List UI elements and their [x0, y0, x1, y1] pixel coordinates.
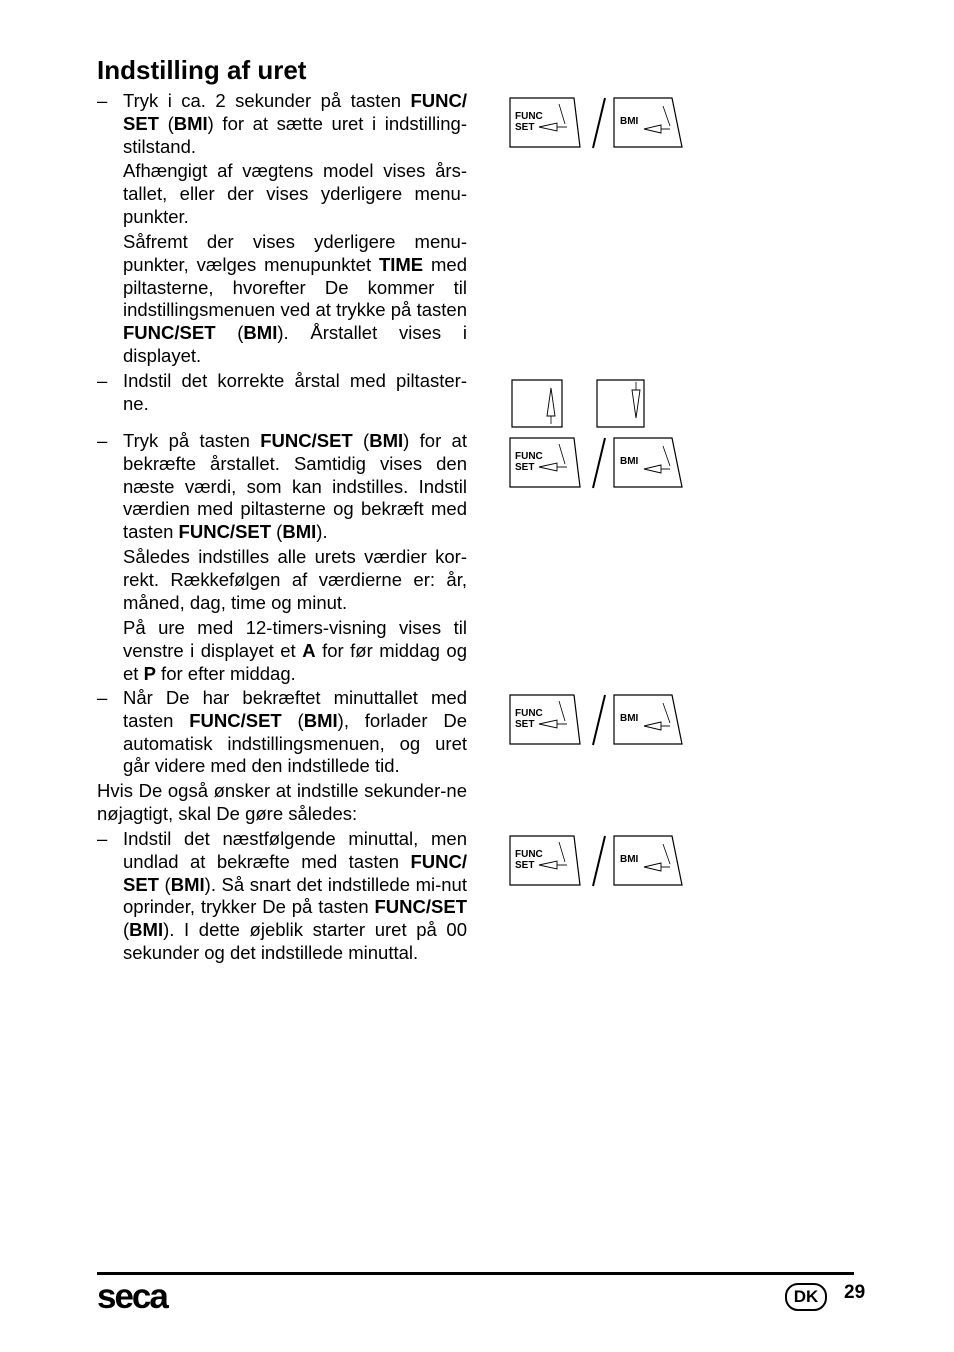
func-set-key-icon: [509, 94, 689, 150]
list-dash: –: [97, 828, 108, 849]
func-set-bmi-keys-1: [509, 94, 689, 150]
country-badge: DK: [785, 1283, 827, 1311]
func-set-key-icon: [509, 691, 689, 747]
page-title: Indstilling af uret: [97, 55, 307, 85]
svg-text:SET: SET: [515, 719, 535, 730]
svg-text:FUNC: FUNC: [515, 708, 543, 719]
footer-rule: [97, 1272, 854, 1275]
svg-text:SET: SET: [515, 860, 535, 871]
seconds-intro-paragraph: Hvis De også ønsker at indstille sekunder-ne nøjagtigt, skal De gøre således:: [97, 780, 467, 824]
instruction-step-5: Indstil det næstfølgende minuttal, men undlad at bekræfte med tasten FUNC/ SET (BMI). Så snart det indstillede mi-nut oprinder, trykker De på tasten FUNC/SET (BMI). I dette øjeblik starter uret på 00 sekunder og det indstillede minuttal.: [123, 828, 467, 963]
svg-text:FUNC: FUNC: [515, 849, 543, 860]
svg-text:BMI: BMI: [620, 456, 639, 467]
svg-text:FUNC: FUNC: [515, 111, 543, 122]
arrow-up-key-icon: [509, 378, 689, 430]
func-set-key-icon: [509, 832, 689, 888]
svg-text:BMI: BMI: [620, 713, 639, 724]
instruction-step-2: Indstil det korrekte årstal med piltaster-ne.: [123, 370, 467, 414]
instruction-step-1-note-b: Såfremt der vises yderligere menu-punkter, vælges menupunktet TIME med piltasterne, hvorefter De kommer til indstillingsmenuen ved at trykke på tasten FUNC/SET (BMI). Årstallet vises i displayet.: [123, 231, 467, 366]
instruction-step-1-note-a: Afhængigt af vægtens model vises års-tallet, eller der vises yderligere menu-punkter.: [123, 160, 467, 227]
list-dash: –: [97, 430, 108, 451]
svg-text:BMI: BMI: [620, 854, 639, 865]
func-set-bmi-keys-3: [509, 691, 689, 747]
svg-text:BMI: BMI: [620, 116, 639, 127]
instruction-step-3-note-a: Således indstilles alle urets værdier kor-rekt. Rækkefølgen af værdierne er: år, måned, dag, time og minut.: [123, 546, 467, 613]
list-dash: –: [97, 90, 108, 111]
func-set-bmi-keys-4: [509, 832, 689, 888]
page-number: 29: [844, 1282, 866, 1303]
instruction-step-3: Tryk på tasten FUNC/SET (BMI) for at bekræfte årstallet. Samtidig vises den næste værdi, som kan indstilles. Indstil værdien med piltasterne og bekræft med tasten FUNC/SET (BMI).: [123, 430, 467, 543]
svg-text:SET: SET: [515, 122, 535, 133]
arrow-keys: [509, 378, 689, 430]
seca-logo: seca: [97, 1277, 167, 1316]
instruction-step-4: Når De har bekræftet minuttallet med tasten FUNC/SET (BMI), forlader De automatisk indstillingsmenuen, og uret går videre med den indstillede tid.: [123, 687, 467, 777]
list-dash: –: [97, 687, 108, 708]
func-set-bmi-keys-2: [509, 434, 689, 490]
svg-text:SET: SET: [515, 462, 535, 473]
instruction-step-3-note-b: På ure med 12-timers-visning vises til venstre i displayet et A for før middag og et P for efter middag.: [123, 617, 467, 684]
svg-text:FUNC: FUNC: [515, 451, 543, 462]
list-dash: –: [97, 370, 108, 391]
func-set-key-icon: [509, 434, 689, 490]
instruction-step-1: Tryk i ca. 2 sekunder på tasten FUNC/ SET (BMI) for at sætte uret i indstilling-stilstand.: [123, 90, 467, 157]
